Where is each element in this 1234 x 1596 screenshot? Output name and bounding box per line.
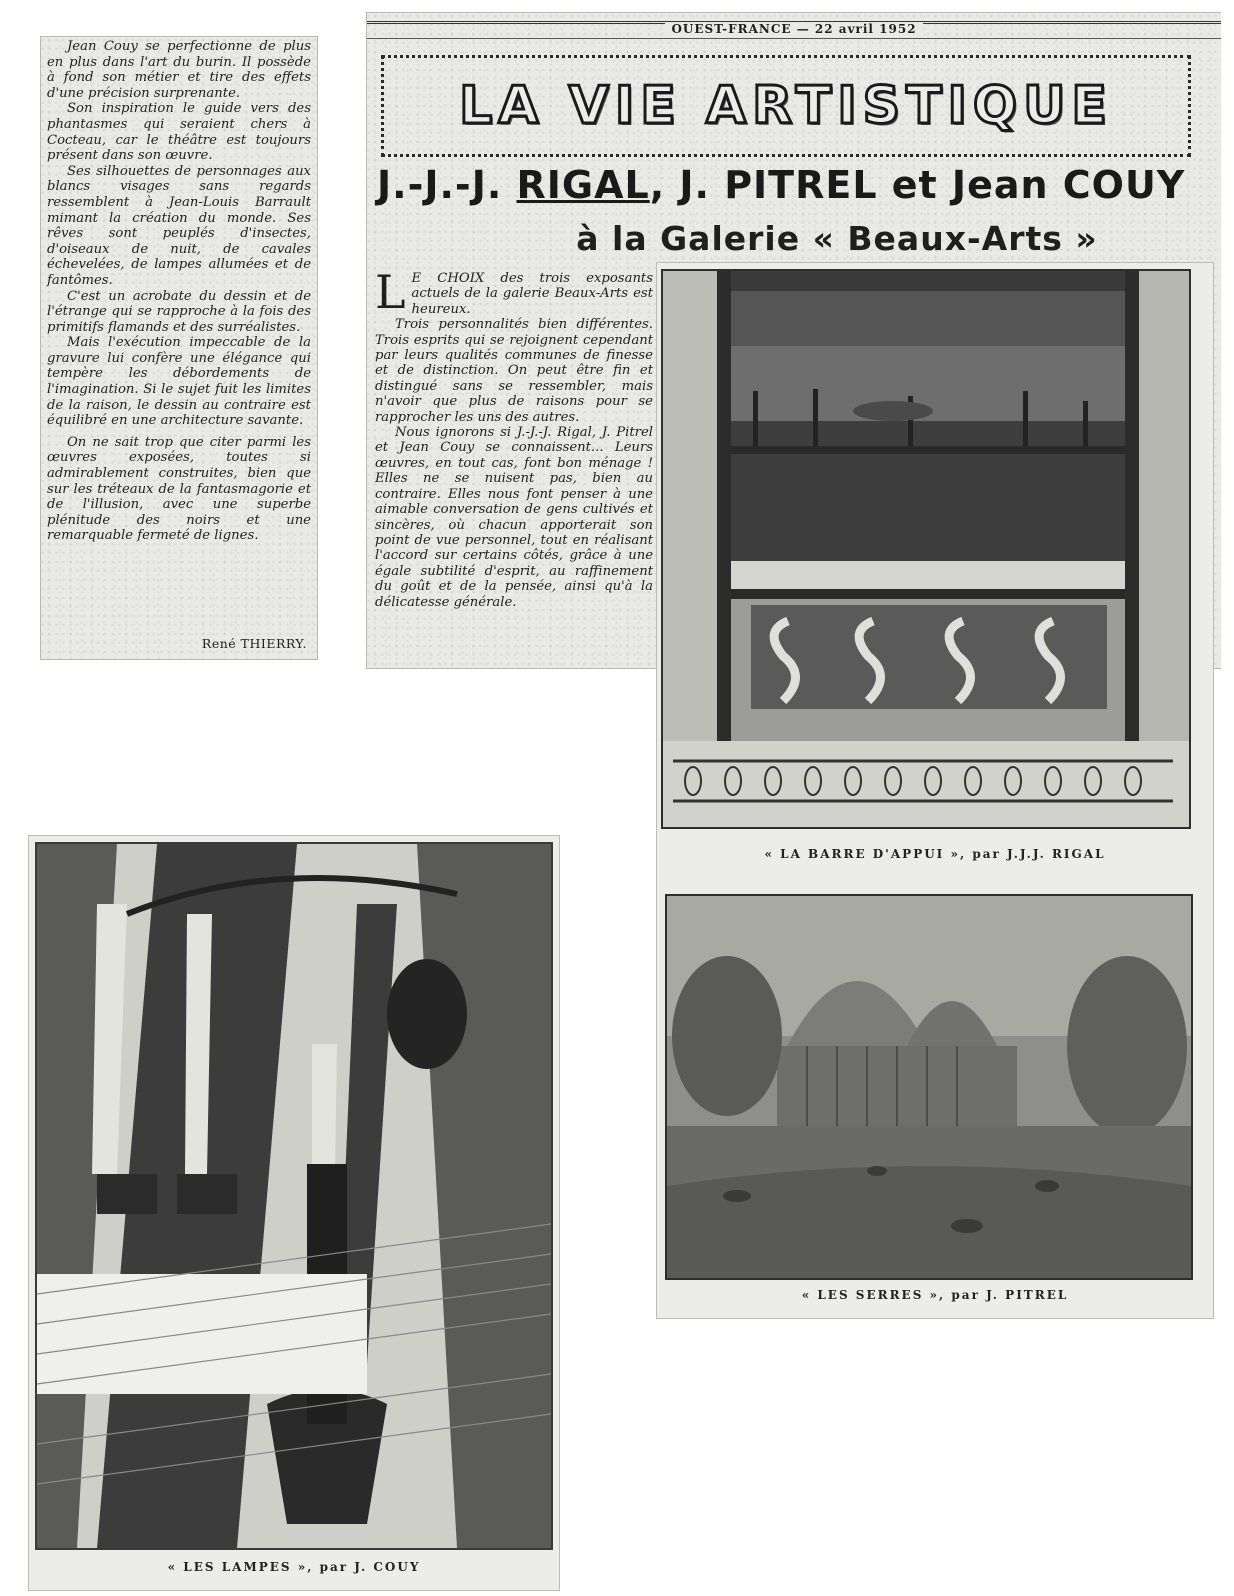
rigal-artwork: [661, 269, 1191, 829]
article-paragraph-text: E CHOIX des trois exposants actuels de la galerie Beaux-Arts est heureux.: [411, 271, 653, 317]
pitrel-artwork: [665, 894, 1193, 1280]
rubric-title: LA VIE ARTISTIQUE: [459, 76, 1113, 136]
left-paragraph: Ses silhouettes de personnages aux blancs visages sans regards ressemblent à Jean-Louis Barrault mimant la création du monde. Ses rêves sont peuplés d'insectes, d'oiseaux de nuit, de cavales échevelées, de lampes allumées et de fantômes.: [47, 163, 311, 288]
author-signature: René THIERRY.: [201, 636, 307, 651]
window-railing-illustration: [663, 271, 1189, 827]
left-paragraph: Jean Couy se perfectionne de plus en plus dans l'art du burin. Il possède à fond son métier et tire des effets d'une précision surprenante.: [47, 39, 311, 101]
couy-caption: « LES LAMPES », par J. COUY: [167, 1560, 421, 1574]
article-paragraph: Nous ignorons si J.-J.-J. Rigal, J. Pitrel et Jean Couy se connaissent... Leurs œuvres, en tout cas, font bon ménage ! Elles ne se nuisent pas, bien au contraire. Elles nous font penser à une aimable conversation de gens cultivés et sincères, où chacun apporterait son point de vue personnel, tout en réalisant l'accord sur certains côtés, grâce à une égale subtilité d'esprit, au raffinement du goût et de la pensée, ainsi qu'à la délicatesse générale.: [375, 425, 653, 610]
lamps-engraving-illustration: [37, 844, 551, 1548]
dateline: [367, 21, 1221, 39]
left-paragraph: Mais l'exécution impeccable de la gravure lui confère une élégance qui tempère les débordements de l'imagination. Si le sujet fuit les limites de la raison, le dessin au contraire est équilibré en une architecture savante.: [47, 335, 311, 429]
pitrel-caption: « LES SERRES », par J. PITREL: [801, 1288, 1069, 1302]
left-column-text: [47, 39, 311, 544]
headline-post: , J. PITREL et Jean COUY: [649, 163, 1186, 207]
left-paragraph: On ne sait trop que citer parmi les œuvres exposées, toutes si admirablement construites, bien que sur les tréteaux de la fantasmagorie et de l'illusion, avec une superbe plénitude des noirs et une remarquable fermeté de lignes.: [47, 434, 311, 544]
headline-pre: J.-J.-J.: [377, 163, 517, 207]
article-body: [375, 265, 653, 610]
headline-underlined-name: RIGAL: [516, 163, 650, 207]
left-paragraph: C'est un acrobate du dessin et de l'étrange qui se rapproche à la fois des primitifs flamands et des surréalistes.: [47, 288, 311, 335]
left-column-clipping: [40, 36, 318, 660]
greenhouse-illustration: [667, 896, 1191, 1278]
rigal-caption: « LA BARRE D'APPUI », par J.J.J. RIGAL: [764, 847, 1106, 861]
subheadline: à la Galerie « Beaux-Arts »: [576, 219, 1098, 258]
rigal-picture-clipping: [656, 262, 1214, 884]
article-paragraph: [375, 265, 653, 319]
pitrel-picture-clipping: [656, 882, 1214, 1319]
left-paragraph: Son inspiration le guide vers des phantasmes qui seraient chers à Cocteau, car le théâtre est toujours présent dans son œuvre.: [47, 101, 311, 164]
couy-artwork: [35, 842, 553, 1550]
article-paragraph: Trois personnalités bien différentes. Trois esprits qui se rejoignent cependant par leurs qualités communes de finesse et de distinction. On peut être fin et distingué sans se ressembler, mais n'avoir que plus de raisons pour se rapprocher les uns des autres.: [375, 317, 653, 425]
drop-cap: L: [375, 265, 406, 319]
rubric-banner: [381, 55, 1191, 157]
couy-picture-clipping: [28, 835, 560, 1591]
headline: [377, 163, 1219, 207]
dateline-text: OUEST-FRANCE — 22 avril 1952: [665, 22, 922, 36]
